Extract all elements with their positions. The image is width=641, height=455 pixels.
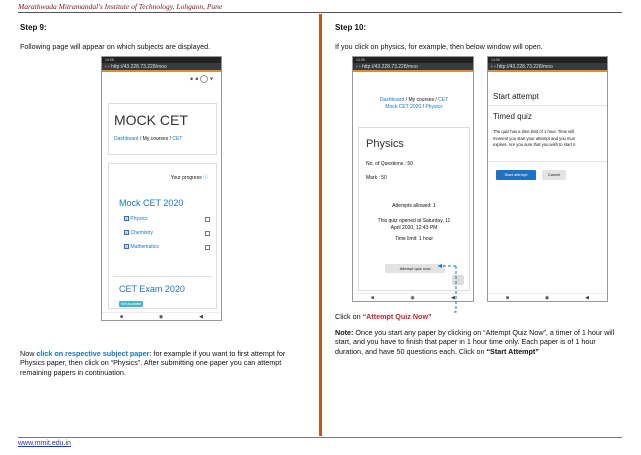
breadcrumb <box>114 136 182 142</box>
back-icon[interactable]: ‹ › <box>356 64 361 70</box>
checked-icon: ✓ <box>125 216 129 222</box>
click-prefix: Click on <box>335 312 363 321</box>
step-10-intro: If you click on physics, for example, then below window will open. <box>335 42 543 51</box>
url-bar[interactable] <box>102 63 221 72</box>
status-bar: 14:06 <box>353 57 473 63</box>
subject-row[interactable] <box>124 216 210 230</box>
url-text: http://43.228.73.228/moo <box>497 64 553 70</box>
click-target: “Attempt Quiz Now” <box>362 312 432 321</box>
crumb-separator: / <box>422 104 424 110</box>
completion-checkbox[interactable] <box>205 231 210 236</box>
subject-chemistry[interactable]: Chemistry <box>130 230 153 236</box>
checked-icon: ✓ <box>125 244 129 250</box>
instruction-highlight: click on respective subject paper <box>36 349 150 358</box>
marks-value: Mark : 50 <box>366 175 387 181</box>
instruction-rest: : for example if you want to first attempt for Physics paper, then click on “Physics”. After submitting one paper you can attempt remaining papers in continuation. <box>20 349 286 377</box>
crumb-cet[interactable]: CET <box>438 97 449 103</box>
crumb-my-courses[interactable]: My courses <box>142 136 169 142</box>
start-attempt-button[interactable]: Start attempt <box>496 170 536 180</box>
crumb-separator: / <box>435 97 437 103</box>
step-9-heading: Step 9: <box>20 23 47 32</box>
url-bar[interactable] <box>488 63 607 72</box>
click-instruction <box>335 312 432 321</box>
question-count: No. of Questions : 50 <box>366 161 413 167</box>
dialog-message <box>493 129 605 149</box>
bell-icon[interactable]: ● <box>189 76 194 83</box>
crumb-dashboard[interactable]: Dashboard <box>114 136 139 142</box>
chevron-down-icon[interactable]: ▾ <box>209 76 213 83</box>
dialog-title: Start attempt <box>493 92 539 101</box>
quiz-title: Physics <box>366 138 404 150</box>
instruction-prefix: Now <box>20 349 37 358</box>
section-divider <box>113 276 212 277</box>
back-nav-icon[interactable]: ◀ <box>585 294 590 301</box>
checked-icon: ✓ <box>125 230 129 236</box>
institute-header: Marathwada Mitramandal's Institute of Technology, Lohgaon, Pune <box>18 2 223 11</box>
back-nav-icon[interactable]: ◀ <box>450 294 455 301</box>
help-icon[interactable]: ⓘ <box>202 175 208 181</box>
callout-arrow <box>430 262 460 318</box>
section-cet-exam[interactable]: CET Exam 2020 <box>119 284 185 294</box>
quiz-details <box>359 203 469 243</box>
crumb-separator: / <box>169 136 171 142</box>
attempt-quiz-now-button[interactable]: Attempt quiz now <box>385 264 445 273</box>
status-bar: 14:06 <box>488 57 607 63</box>
column-divider <box>319 14 322 436</box>
step-10-heading: Step 10: <box>335 23 367 32</box>
back-icon[interactable]: ‹ › <box>491 64 496 70</box>
time-limit: Time limit: 1 hour <box>394 236 434 242</box>
section-mock-cet[interactable]: Mock CET 2020 <box>119 198 184 208</box>
phone-course-page <box>101 56 222 321</box>
attempts-allowed: Attempts allowed: 1 <box>392 203 436 209</box>
note-paragraph <box>335 328 622 356</box>
step-9-instruction <box>20 349 312 377</box>
status-bar: 14:05 <box>102 57 221 63</box>
url-text: http://43.228.73.228/moo <box>362 64 418 70</box>
arrow-line <box>452 266 456 312</box>
quiz-opened-line1: This quiz opened at Saturday, 11 <box>377 218 451 224</box>
url-bar[interactable] <box>353 63 473 72</box>
completion-checkbox[interactable] <box>205 245 210 250</box>
message-line: moment you start your attempt and you mus <box>493 135 575 141</box>
recent-apps-icon[interactable]: ■ <box>371 294 375 301</box>
back-icon[interactable]: ‹ › <box>105 64 110 70</box>
avatar[interactable] <box>200 75 208 83</box>
note-label: Note: <box>335 328 354 337</box>
home-icon[interactable]: ◉ <box>544 294 550 301</box>
arrow-head <box>438 264 442 268</box>
recent-apps-icon[interactable]: ■ <box>119 313 123 320</box>
android-nav-bar <box>488 293 607 301</box>
subject-row[interactable] <box>124 244 210 258</box>
note-text: Once you start any paper by clicking on “Attempt Quiz Now”, a timer of 1 hour will start, and you have to finish that paper in 1 hour time only. Each paper is of 1 hour duration, and have 50 questions each. Click on <box>335 328 615 356</box>
course-title: MOCK CET <box>114 112 188 128</box>
crumb-dashboard[interactable]: Dashboard <box>379 97 405 103</box>
crumb-separator: / <box>405 97 408 103</box>
chat-icon[interactable]: ● <box>195 76 199 83</box>
crumb-physics[interactable]: Physics <box>425 104 443 110</box>
user-menu[interactable] <box>190 75 213 83</box>
subject-row[interactable] <box>124 230 210 244</box>
completion-checkbox[interactable] <box>205 217 210 222</box>
footer-link[interactable]: www.mmit.edu.in <box>18 440 71 447</box>
message-line: The quiz has a time limit of 1 hour. Time will <box>493 129 574 134</box>
home-icon[interactable]: ◉ <box>410 294 415 301</box>
crumb-mock-cet[interactable]: Mock CET 2020 <box>385 104 422 110</box>
crumb-separator: / <box>139 136 142 142</box>
header-rule <box>18 12 622 13</box>
subject-physics[interactable]: Physics <box>130 216 148 222</box>
progress-label <box>171 174 208 181</box>
course-content-card <box>108 163 217 309</box>
cancel-button[interactable]: Cancel <box>542 170 566 180</box>
home-icon[interactable]: ◉ <box>158 313 164 320</box>
subject-mathematics[interactable]: Mathematics <box>130 244 159 250</box>
step-9-intro: Following page will appear on which subjects are displayed. <box>20 42 211 51</box>
back-nav-icon[interactable]: ◀ <box>199 313 204 320</box>
dialog-divider <box>488 161 607 162</box>
footer-rule <box>18 437 622 438</box>
note-bold: “Start Attempt” <box>486 346 539 356</box>
course-header-card <box>108 103 217 155</box>
crumb-cet[interactable]: CET <box>172 136 183 142</box>
recent-apps-icon[interactable]: ■ <box>505 294 509 301</box>
message-line: expires. Are you sure that you wish to start n <box>493 142 576 147</box>
subject-list <box>124 216 210 258</box>
status-badge: Not available <box>121 302 142 306</box>
dialog-subtitle: Timed quiz <box>493 112 532 121</box>
breadcrumb <box>361 97 467 111</box>
android-nav-bar <box>102 312 221 320</box>
quiz-opened-line2: April 2020, 12:43 PM <box>390 225 438 231</box>
crumb-my-courses[interactable]: My courses <box>408 97 435 103</box>
phone-start-attempt <box>487 56 608 302</box>
url-text: http://43.228.73.228/moo <box>111 64 167 70</box>
progress-text: Your progress <box>170 175 202 181</box>
dialog-divider <box>488 105 607 106</box>
